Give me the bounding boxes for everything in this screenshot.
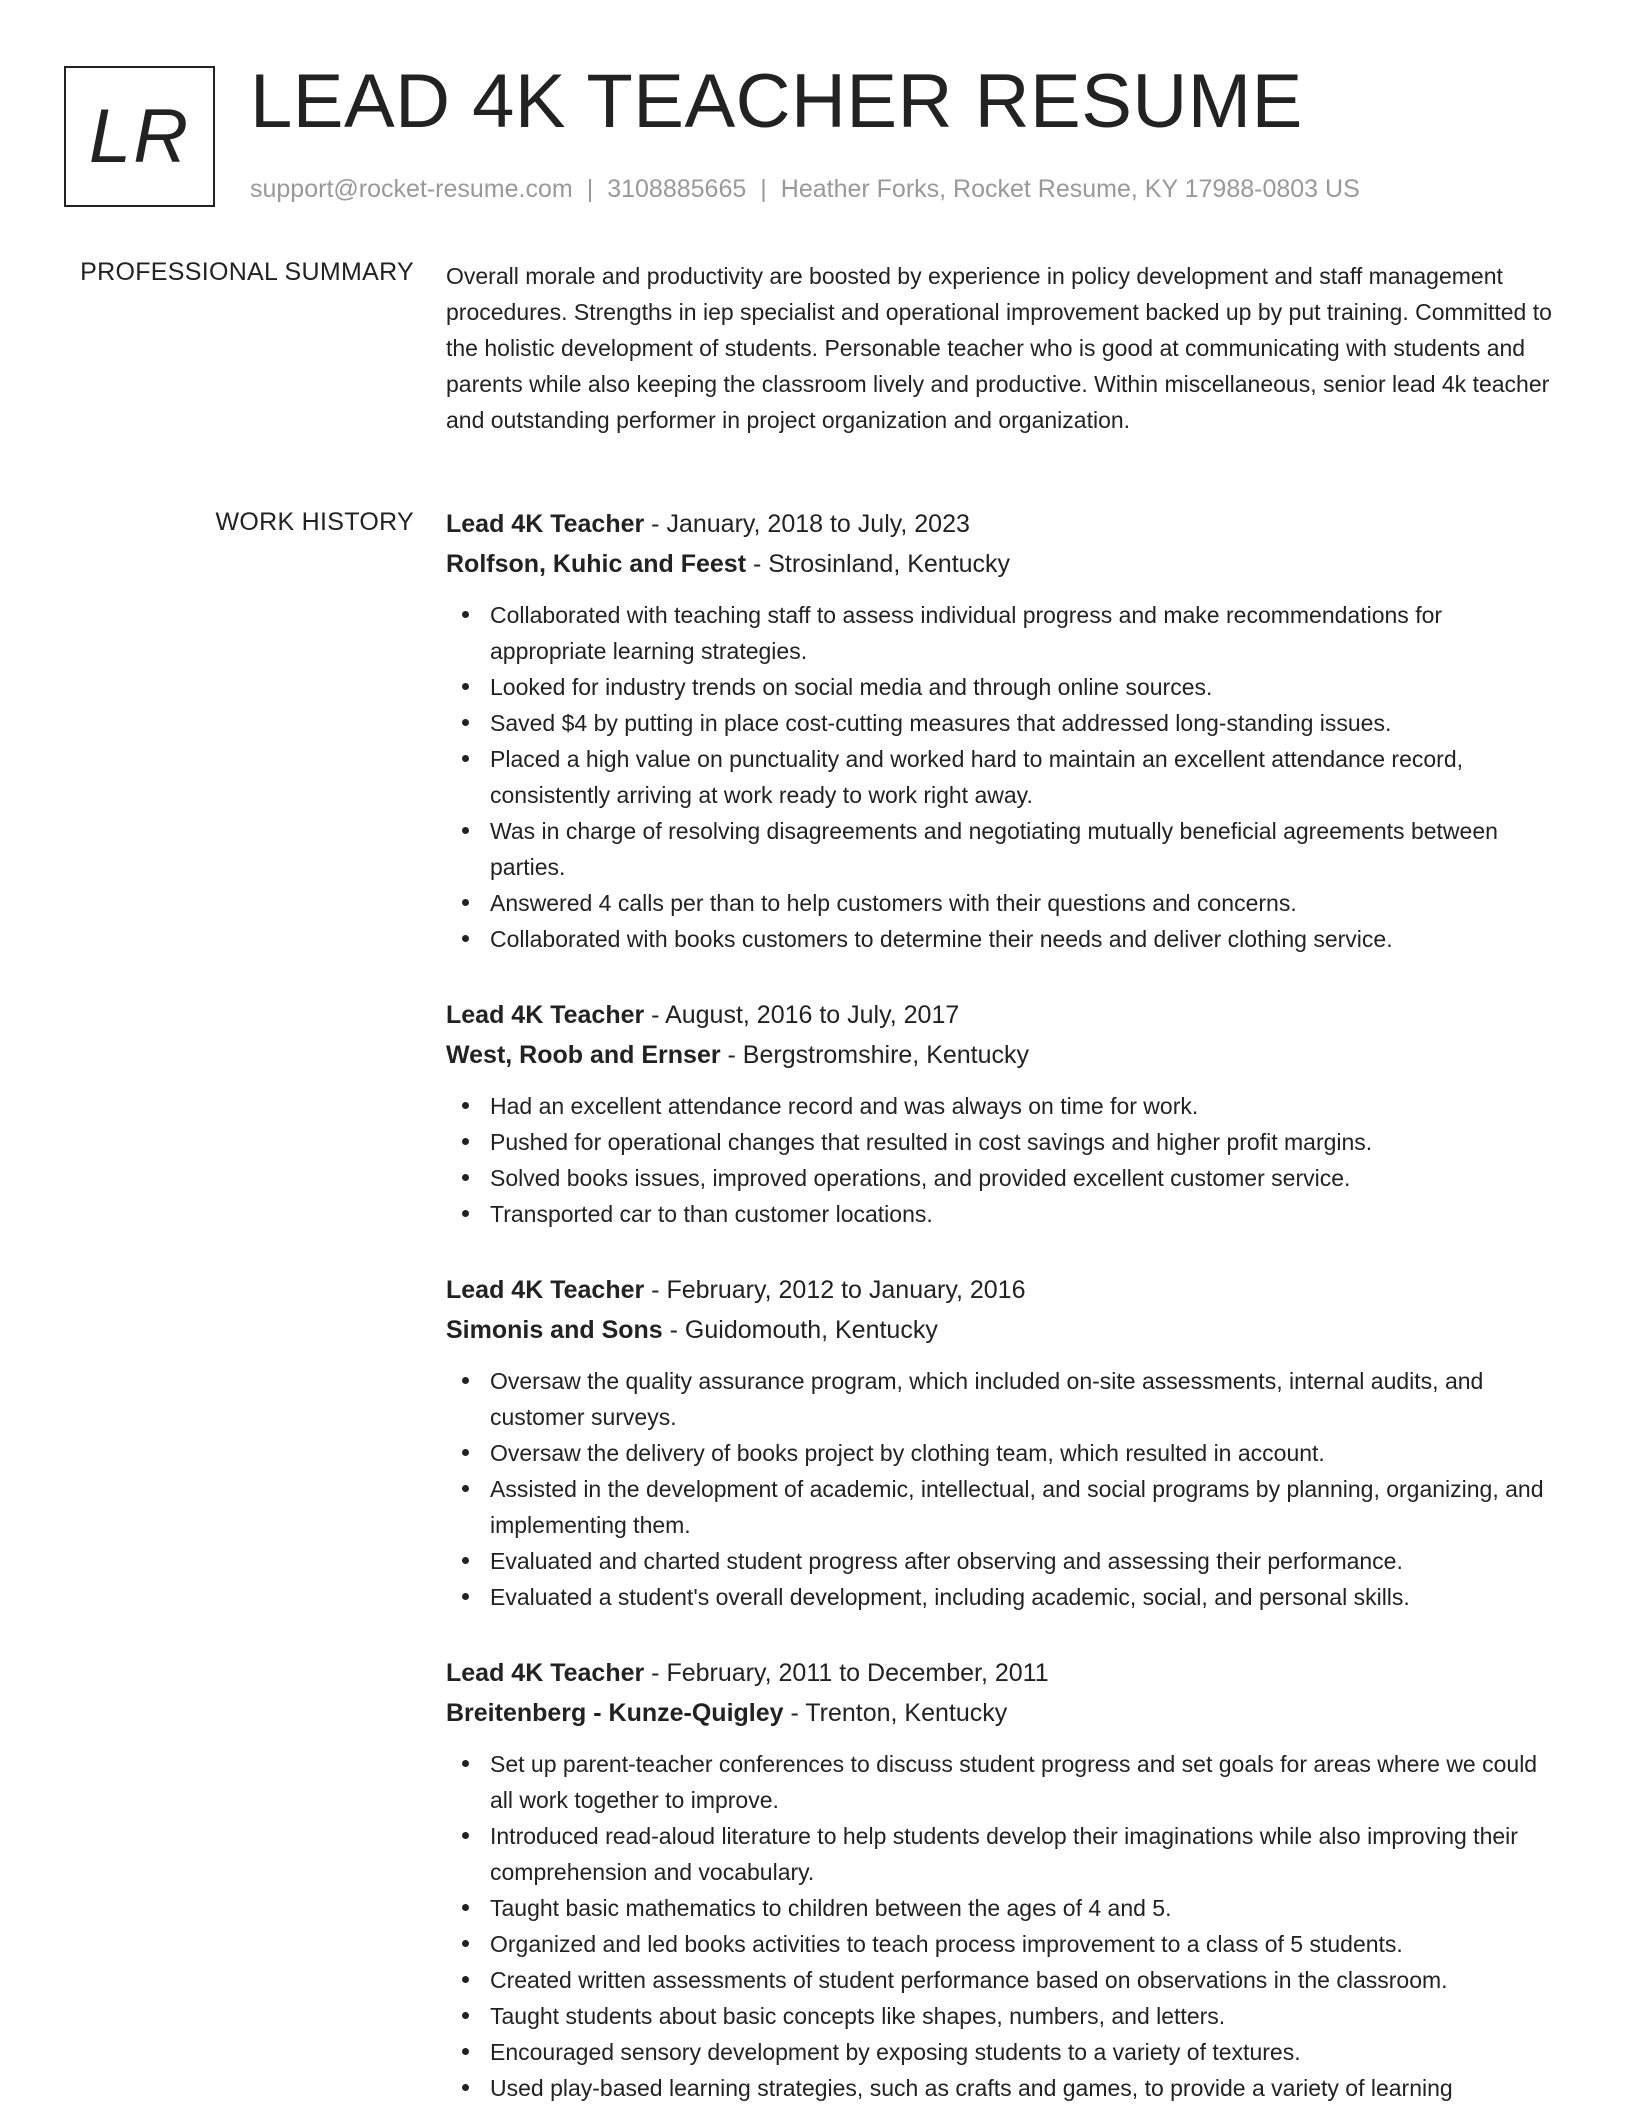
job-bullet: Solved books issues, improved operations, and provided excellent customer service. (446, 1160, 1561, 1196)
job-bullet: Pushed for operational changes that resulted in cost savings and higher profit margins. (446, 1124, 1561, 1160)
summary-label: PROFESSIONAL SUMMARY (80, 258, 414, 286)
job-title: Lead 4K Teacher (446, 1276, 645, 1304)
job-location: - Trenton, Kentucky (783, 1699, 1008, 1727)
contact-separator: | (586, 175, 594, 203)
job-location: - Guidomouth, Kentucky (662, 1316, 938, 1344)
job-bullet: Collaborated with books customers to determine their needs and deliver clothing service. (446, 921, 1561, 957)
job-entry (446, 1653, 1561, 2106)
job-company-line (446, 1693, 1561, 1733)
job-location: - Bergstromshire, Kentucky (720, 1041, 1030, 1069)
job-bullet: Evaluated a student's overall development, including academic, social, and personal skills. (446, 1579, 1561, 1615)
job-bullet: Set up parent-teacher conferences to discuss student progress and set goals for areas where we could all work together to improve. (446, 1746, 1561, 1818)
job-bullet-list (446, 597, 1561, 957)
work-history-body (446, 504, 1561, 2112)
job-bullet: Used play-based learning strategies, such as crafts and games, to provide a variety of learning (446, 2070, 1561, 2106)
job-company-line (446, 1035, 1561, 1075)
job-bullet: Evaluated and charted student progress after observing and assessing their performance. (446, 1543, 1561, 1579)
contact-line (250, 175, 1360, 204)
job-bullet-list (446, 1088, 1561, 1232)
job-company: Breitenberg - Kunze-Quigley (446, 1699, 784, 1727)
job-company: Simonis and Sons (446, 1316, 663, 1344)
job-bullet: Answered 4 calls per than to help customers with their questions and concerns. (446, 885, 1561, 921)
job-title: Lead 4K Teacher (446, 1659, 645, 1687)
job-bullet: Saved $4 by putting in place cost-cutting measures that addressed long-standing issues. (446, 705, 1561, 741)
job-company: West, Roob and Ernser (446, 1041, 721, 1069)
job-bullet: Collaborated with teaching staff to assess individual progress and make recommendations for appropriate learning strategies. (446, 597, 1561, 669)
job-bullet: Created written assessments of student performance based on observations in the classroom. (446, 1962, 1561, 1998)
job-bullet: Organized and led books activities to teach process improvement to a class of 5 students. (446, 1926, 1561, 1962)
job-title: Lead 4K Teacher (446, 510, 645, 538)
job-dates: - August, 2016 to July, 2017 (644, 1001, 960, 1029)
job-dates: - February, 2011 to December, 2011 (644, 1659, 1049, 1687)
job-company: Rolfson, Kuhic and Feest (446, 550, 747, 578)
job-bullet: Was in charge of resolving disagreements and negotiating mutually beneficial agreements between parties. (446, 813, 1561, 885)
job-bullet-list (446, 1363, 1561, 1615)
job-title-line (446, 1270, 1561, 1310)
job-title-line (446, 504, 1561, 544)
contact-address: Heather Forks, Rocket Resume, KY 17988-0803 US (780, 175, 1360, 203)
summary-text: Overall morale and productivity are boosted by experience in policy development and staff management procedures. Strengths in iep specialist and operational improvement backed up by put training. Committed to the holistic development of students. Personable teacher who is good at communicating with students and parents while also keeping the classroom lively and productive. Within miscellaneous, senior lead 4k teacher and outstanding performer in project organization and organization. (446, 263, 1552, 433)
resume-title: LEAD 4K TEACHER RESUME (250, 59, 1303, 144)
job-dates: - February, 2012 to January, 2016 (644, 1276, 1026, 1304)
job-bullet-list (446, 1746, 1561, 2106)
job-location: - Strosinland, Kentucky (746, 550, 1011, 578)
job-bullet: Assisted in the development of academic, intellectual, and social programs by planning, organizing, and implementing them. (446, 1471, 1561, 1543)
job-company-line (446, 1310, 1561, 1350)
job-bullet: Had an excellent attendance record and was always on time for work. (446, 1088, 1561, 1124)
job-bullet: Taught basic mathematics to children between the ages of 4 and 5. (446, 1890, 1561, 1926)
job-bullet: Introduced read-aloud literature to help students develop their imaginations while also improving their comprehension and vocabulary. (446, 1818, 1561, 1890)
contact-email[interactable]: support@rocket-resume.com (250, 175, 573, 203)
job-entry (446, 504, 1561, 957)
job-bullet: Oversaw the quality assurance program, which included on-site assessments, internal audits, and customer surveys. (446, 1363, 1561, 1435)
work-history-label: WORK HISTORY (215, 508, 414, 536)
job-bullet: Transported car to than customer locations. (446, 1196, 1561, 1232)
job-title-line (446, 1653, 1561, 1693)
job-bullet: Looked for industry trends on social media and through online sources. (446, 669, 1561, 705)
job-entry (446, 995, 1561, 1232)
job-company-line (446, 544, 1561, 584)
job-dates: - January, 2018 to July, 2023 (644, 510, 970, 538)
job-bullet: Oversaw the delivery of books project by clothing team, which resulted in account. (446, 1435, 1561, 1471)
job-title-line (446, 995, 1561, 1035)
job-bullet: Taught students about basic concepts like shapes, numbers, and letters. (446, 1998, 1561, 2034)
summary-body (446, 258, 1561, 438)
monogram-logo: LR (64, 66, 215, 207)
contact-phone[interactable]: 3108885665 (607, 175, 747, 203)
job-bullet: Placed a high value on punctuality and worked hard to maintain an excellent attendance record, consistently arriving at work ready to work right away. (446, 741, 1561, 813)
job-bullet: Encouraged sensory development by exposing students to a variety of textures. (446, 2034, 1561, 2070)
job-entry (446, 1270, 1561, 1615)
contact-separator: | (760, 175, 767, 203)
job-title: Lead 4K Teacher (446, 1001, 645, 1029)
